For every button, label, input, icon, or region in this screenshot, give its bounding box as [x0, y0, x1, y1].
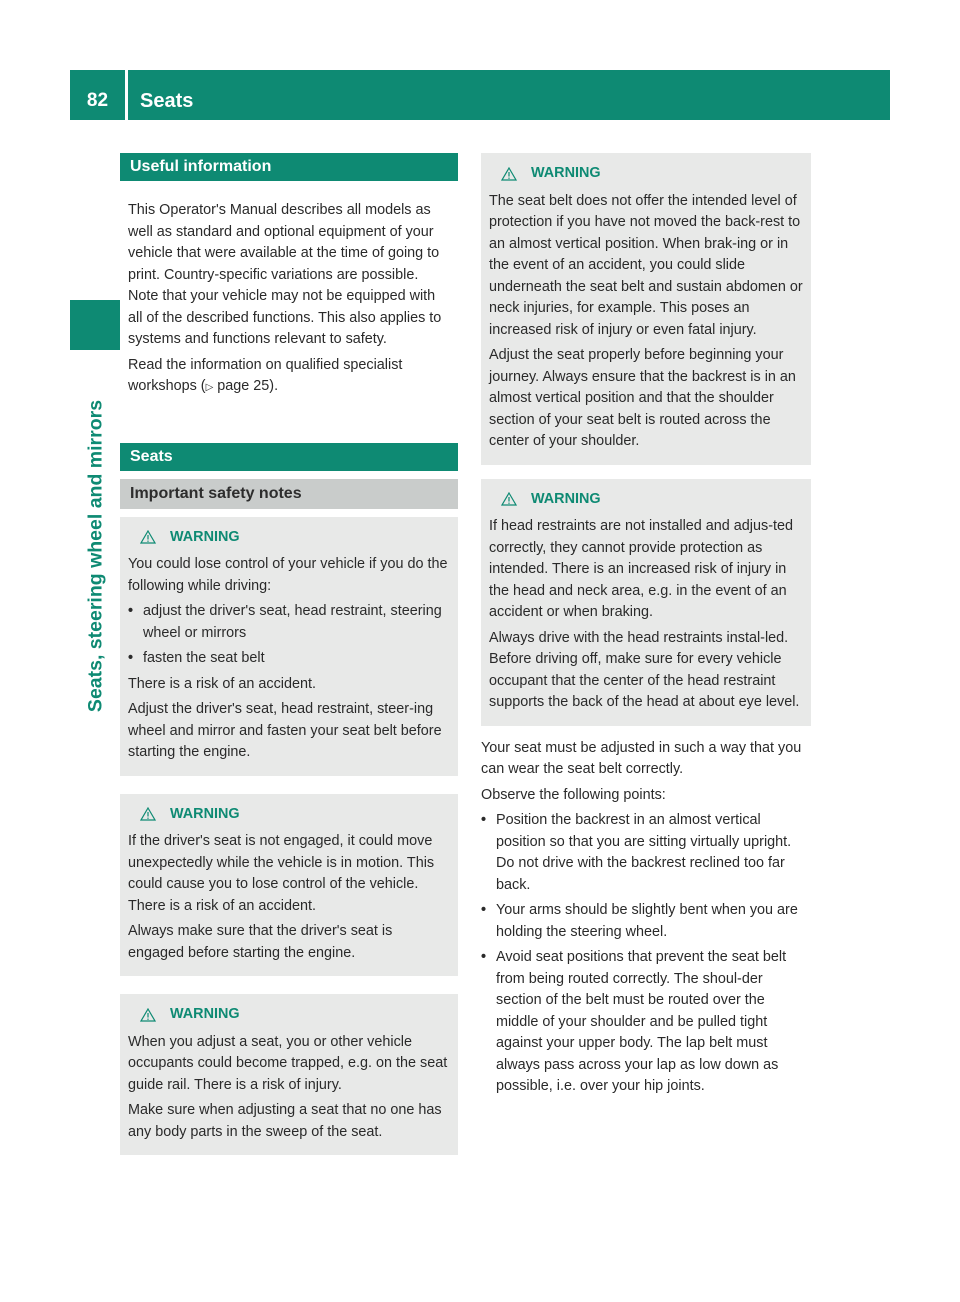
- warning-text: If the driver's seat is not engaged, it could move unexpectedly while the vehicle is in motion. This could cause you to lose control of the vehicle. There is a risk of an accident.: [128, 833, 435, 914]
- useful-information-paragraph: This Operator's Manual describes all models as well as standard and optional equipment of your vehicle that were available at the time of going to print. Country-specific variations are possible. Note that your vehicle may not be equipped with all of the described functions. This also applies to systems and functions relevant to safety.: [128, 202, 442, 347]
- warning-box: [481, 479, 811, 726]
- list-item: • fasten the seat belt: [128, 648, 450, 670]
- warning-heading: [489, 163, 803, 185]
- section-title: Seats: [140, 90, 194, 112]
- page-reference-link[interactable]: page 25).: [217, 378, 279, 394]
- seats-heading: Seats: [120, 443, 458, 471]
- warning-label: WARNING: [170, 528, 240, 545]
- warning-text: Always drive with the head restraints instal-led. Before driving off, make sure for every vehicle occupant that the center of the head restraint supports the back of the head at about eye level.: [489, 629, 800, 710]
- warning-box: [481, 153, 811, 465]
- warning-text: Adjust the driver's seat, head restraint, steer-ing wheel and mirror and fasten your seat belt before starting the engine.: [128, 701, 442, 760]
- warning-box: [120, 794, 458, 977]
- left-column: [120, 153, 458, 1155]
- warning-text: Always make sure that the driver's seat is engaged before starting the engine.: [128, 923, 393, 961]
- warning-triangle-icon: [501, 167, 517, 181]
- warning-box: [120, 994, 458, 1155]
- warning-triangle-icon: [140, 807, 156, 821]
- warning-text: If head restraints are not installed and adjus-ted correctly, they cannot provide protection as intended. There is an increased risk of injury in the head and neck area, e.g. in the event of an accident or when braking.: [489, 518, 793, 620]
- side-tab-label: Seats, steering wheel and mirrors: [84, 399, 107, 713]
- warning-label: WARNING: [531, 165, 601, 181]
- list-item: • Your arms should be slightly bent when you are holding the steering wheel.: [481, 900, 811, 943]
- side-tab-marker: [70, 300, 120, 350]
- warning-heading: [128, 804, 450, 826]
- seat-adjustment-bullet-list: [481, 810, 811, 1098]
- warning-triangle-icon: [140, 530, 156, 544]
- warning-bullet-list: [128, 601, 450, 670]
- warning-label: WARNING: [170, 805, 240, 822]
- warning-label: WARNING: [531, 490, 601, 507]
- warning-text: When you adjust a seat, you or other vehicle occupants could become trapped, e.g. on the seat guide rail. There is a risk of injury.: [128, 1033, 448, 1093]
- seat-adjustment-paragraph: Your seat must be adjusted in such a way that you can wear the seat belt correctly.: [481, 739, 802, 777]
- specialist-workshops-paragraph: Read the information on qualified specialist workshops (▷ page 25).: [128, 356, 403, 394]
- useful-information-heading: Useful information: [120, 153, 458, 181]
- warning-box: [120, 517, 458, 776]
- list-item: • adjust the driver's seat, head restraint, steering wheel or mirrors: [128, 601, 450, 644]
- warning-label: WARNING: [170, 1006, 240, 1022]
- warning-text: Adjust the seat properly before beginning your journey. Always ensure that the backrest is in an almost vertical position and that the shoulder section of your seat belt is routed across the center of your shoulder.: [489, 347, 796, 449]
- warning-text: Make sure when adjusting a seat that no one has any body parts in the sweep of the seat.: [128, 1102, 442, 1140]
- warning-text: You could lose control of your vehicle if you do the following while driving:: [128, 556, 448, 594]
- triangle-right-icon: ▷: [205, 382, 214, 393]
- observe-points-paragraph: Observe the following points:: [481, 786, 666, 803]
- list-item: • Avoid seat positions that prevent the seat belt from being routed correctly. The shoul-der section of the belt must be routed over the middle of your shoulder and be pulled tight against your upper body. The lap belt must always pass across your lap as low down as possible, i.e. over your hip joints.: [481, 947, 811, 1098]
- warning-triangle-icon: [140, 1008, 156, 1022]
- warning-heading: [489, 489, 803, 511]
- warning-heading: [128, 1004, 450, 1026]
- warning-triangle-icon: [501, 492, 517, 506]
- important-safety-notes-heading: Important safety notes: [120, 479, 458, 509]
- warning-heading: [128, 527, 450, 549]
- header-divider: [125, 70, 128, 120]
- right-column: [481, 153, 811, 1102]
- warning-text: There is a risk of an accident.: [128, 675, 316, 692]
- list-item: • Position the backrest in an almost vertical position so that you are sitting virtually upright. Do not drive with the backrest reclined too far back.: [481, 810, 811, 896]
- page-number: 82: [86, 90, 109, 111]
- warning-text: The seat belt does not offer the intended level of protection if you have not moved the back-rest to an almost vertical position. When brak-ing or in the event of an accident, you could slide underneath the seat belt and sustain abdomen or neck injuries, for example. This poses an increased risk of injury or even fatal injury.: [489, 192, 803, 338]
